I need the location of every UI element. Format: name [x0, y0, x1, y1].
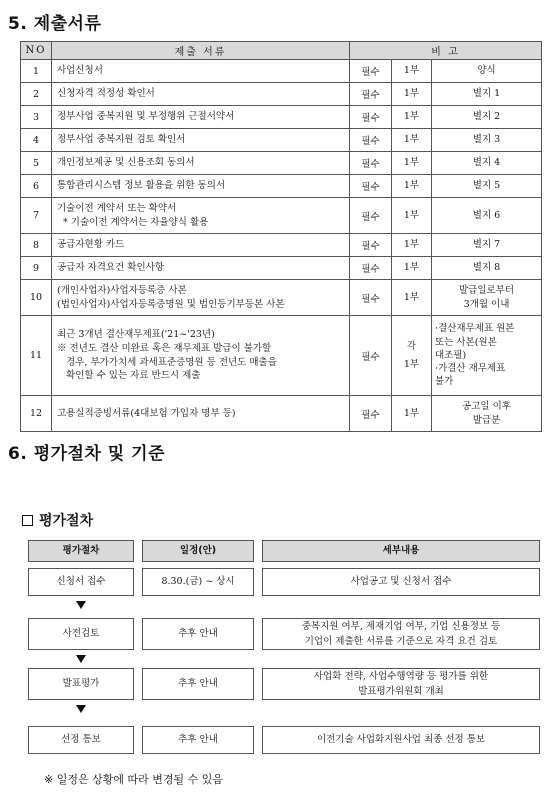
row-number: 2	[21, 83, 52, 106]
row-number: 10	[21, 280, 52, 316]
table-row	[21, 106, 542, 129]
copy-count: 1부	[392, 280, 432, 316]
header-no: NO	[21, 42, 52, 60]
section-5-title: 5. 제출서류	[8, 14, 102, 34]
flow-step-detail	[262, 668, 540, 700]
remark	[432, 60, 542, 83]
document-name-line: 개인정보제공 및 신용조회 동의서	[57, 157, 195, 169]
flow-step-row	[28, 618, 540, 650]
remark-line: 별지 7	[472, 239, 501, 251]
table-row	[21, 152, 542, 175]
table-row	[21, 316, 542, 396]
table-header-row	[21, 42, 542, 60]
remark	[432, 175, 542, 198]
table-row	[21, 60, 542, 83]
document-name-line: 최근 3개년 결산재무제표('21~'23년)	[57, 328, 215, 340]
remark-line: 대조필)	[435, 349, 467, 361]
flow-step-detail-line: 중복지원 여부, 제재기업 여부, 기업 신용정보 등	[301, 620, 501, 632]
remark	[432, 280, 542, 316]
document-name	[52, 152, 350, 175]
document-name-line: 신청자격 적정성 확인서	[57, 88, 155, 100]
document-name-line: 정부사업 중복지원 검토 확인서	[57, 134, 186, 146]
remark-line: 별지 2	[472, 111, 501, 123]
document-name	[52, 83, 350, 106]
flow-step-schedule: 추후 안내	[142, 668, 254, 700]
remark	[432, 83, 542, 106]
document-name	[52, 234, 350, 257]
required-flag: 필수	[350, 198, 392, 234]
flow-step-detail-line: 사업공고 및 신청서 접수	[350, 576, 452, 588]
document-name-line: 고용실적증빙서류(4대보험 가입자 명부 등)	[57, 407, 236, 419]
remark-line: 별지 6	[472, 209, 501, 221]
flow-step-row	[28, 726, 540, 754]
required-flag: 필수	[350, 129, 392, 152]
document-name	[52, 60, 350, 83]
document-name-line: 공급자 자격요건 확인사항	[57, 262, 164, 274]
document-name-line: ※ 전년도 결산 미완료 혹은 재무제표 발급이 불가할	[57, 342, 272, 354]
flow-step-schedule: 추후 안내	[142, 726, 254, 754]
required-flag: 필수	[350, 175, 392, 198]
remark-line: 3개월 이내	[463, 298, 510, 310]
remark	[432, 396, 542, 432]
remark	[432, 106, 542, 129]
remark	[432, 257, 542, 280]
flow-step-schedule: 추후 안내	[142, 618, 254, 650]
row-number: 8	[21, 234, 52, 257]
remark-line: 발급분	[472, 414, 501, 426]
copy-count: 각 1부	[392, 316, 432, 396]
down-arrow-icon	[76, 655, 86, 663]
remark	[432, 198, 542, 234]
document-name-line: 확인할 수 있는 자료 반드시 제출	[57, 370, 201, 382]
flow-step-schedule: 8.30.(금) ~ 상시	[142, 568, 254, 596]
remark-line: 별지 3	[472, 134, 501, 146]
flow-step-detail-line: 이전기술 사업화지원사업 최종 선정 통보	[316, 734, 486, 746]
flow-step-detail	[262, 726, 540, 754]
copy-count: 1부	[392, 83, 432, 106]
remark-line: 별지 4	[472, 157, 501, 169]
remark	[432, 129, 542, 152]
row-number: 6	[21, 175, 52, 198]
copy-count: 1부	[392, 175, 432, 198]
table-row	[21, 83, 542, 106]
remark-line: ·가결산 재무제표	[435, 363, 506, 375]
document-name	[52, 280, 350, 316]
subsection-title: 평가절차	[39, 513, 94, 529]
remark-line: 불가	[435, 376, 454, 388]
flow-header-row	[28, 540, 540, 562]
section-6-title: 6. 평가절차 및 기준	[8, 444, 165, 464]
required-flag: 필수	[350, 257, 392, 280]
table-row	[21, 280, 542, 316]
remark-line: 별지 1	[472, 88, 501, 100]
remark	[432, 316, 542, 396]
remark-line: 공고일 이후	[462, 401, 511, 413]
required-flag: 필수	[350, 316, 392, 396]
row-number: 9	[21, 257, 52, 280]
document-name-line: 기술이전 계약서 또는 확약서	[57, 202, 177, 214]
row-number: 5	[21, 152, 52, 175]
flow-step-detail-line: 기업이 제출한 서류를 기준으로 자격 요건 검토	[304, 636, 498, 647]
document-name-line: (법인사업자)사업자등록증명원 및 법인등기부등본 사본	[57, 298, 285, 310]
document-name	[52, 198, 350, 234]
copy-count: 1부	[392, 198, 432, 234]
copy-count: 1부	[392, 129, 432, 152]
required-flag: 필수	[350, 234, 392, 257]
row-number: 7	[21, 198, 52, 234]
flow-step-detail	[262, 568, 540, 596]
required-flag: 필수	[350, 83, 392, 106]
remark-line: ·결산재무제표 원본	[435, 323, 515, 335]
flow-step-name: 신청서 접수	[28, 568, 134, 596]
row-number: 4	[21, 129, 52, 152]
required-flag: 필수	[350, 396, 392, 432]
copy-count: 1부	[392, 106, 432, 129]
flow-step-row	[28, 568, 540, 596]
remark	[432, 234, 542, 257]
schedule-note: ※ 일정은 상황에 따라 변경될 수 있음	[44, 773, 223, 786]
document-name-line: * 기술이전 계약서는 자율양식 활용	[57, 216, 209, 228]
flow-step-name: 선정 통보	[28, 726, 134, 754]
document-name	[52, 175, 350, 198]
remark-line: 또는 사본(원본	[435, 336, 497, 348]
row-number: 12	[21, 396, 52, 432]
copy-count: 1부	[392, 396, 432, 432]
header-remarks: 비 고	[350, 42, 542, 60]
copy-count: 1부	[392, 257, 432, 280]
required-flag: 필수	[350, 106, 392, 129]
flow-step-row	[28, 668, 540, 700]
subsection-heading	[22, 510, 93, 530]
row-number: 1	[21, 60, 52, 83]
copy-count: 1부	[392, 60, 432, 83]
remark-line: 양식	[477, 65, 496, 77]
table-row	[21, 129, 542, 152]
remark-line: 별지 8	[472, 262, 501, 274]
flow-step-name: 발표평가	[28, 668, 134, 700]
submission-documents-table	[20, 41, 542, 432]
required-flag: 필수	[350, 280, 392, 316]
document-name	[52, 257, 350, 280]
flow-step-detail	[262, 618, 540, 650]
document-name-line: 사업신청서	[57, 65, 103, 77]
down-arrow-icon	[76, 601, 86, 609]
remark-line: 별지 5	[472, 180, 501, 192]
copy-count: 1부	[392, 234, 432, 257]
header-docs: 제출 서류	[52, 42, 350, 60]
document-name	[52, 129, 350, 152]
document-name-line: (개인사업자)사업자등록증 사본	[57, 284, 187, 296]
flow-step-detail-line: 사업화 전략, 사업수행역량 등 평가를 위한	[313, 670, 489, 682]
remark	[432, 152, 542, 175]
flow-header-detail: 세부내용	[262, 540, 540, 562]
row-number: 11	[21, 316, 52, 396]
document-name-line: 공급자현황 카드	[57, 239, 125, 251]
table-row	[21, 175, 542, 198]
required-flag: 필수	[350, 60, 392, 83]
required-flag: 필수	[350, 152, 392, 175]
row-number: 3	[21, 106, 52, 129]
document-name	[52, 316, 350, 396]
document-name-line: 정부사업 중복지원 및 부정행위 근절서약서	[57, 111, 235, 123]
table-row	[21, 257, 542, 280]
document-name-line: 경우, 부가가치세 과세표준증명원 등 전년도 매출을	[57, 356, 277, 368]
flow-header-schedule: 일정(안)	[142, 540, 254, 562]
table-row	[21, 234, 542, 257]
flow-header-step: 평가절차	[28, 540, 134, 562]
document-name	[52, 106, 350, 129]
flow-step-name: 사전검토	[28, 618, 134, 650]
table-row	[21, 396, 542, 432]
copy-count: 1부	[392, 152, 432, 175]
document-name	[52, 396, 350, 432]
square-bullet-icon	[22, 515, 33, 526]
remark-line: 발급일로부터	[458, 285, 515, 297]
down-arrow-icon	[76, 705, 86, 713]
document-name-line: 통합관리시스템 정보 활용을 위한 동의서	[57, 180, 226, 192]
table-row	[21, 198, 542, 234]
flow-step-detail-line: 발표평가위원회 개최	[358, 686, 444, 697]
